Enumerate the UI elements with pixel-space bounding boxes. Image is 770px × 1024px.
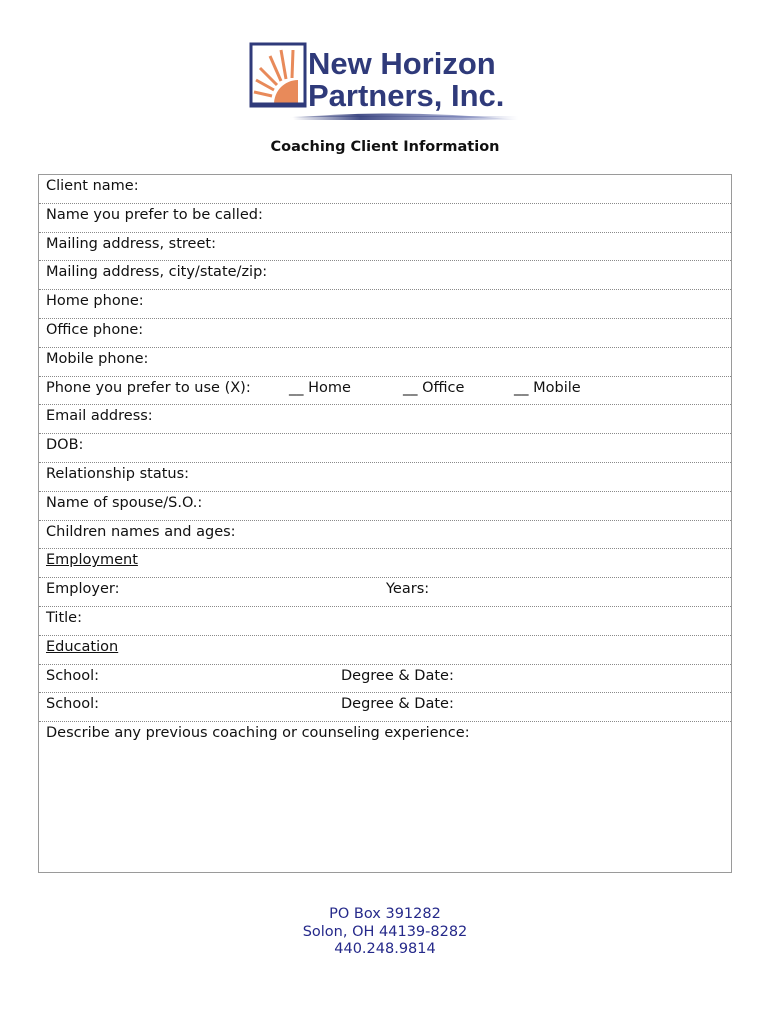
coaching-experience-label: Describe any previous coaching or counseling experience: — [46, 725, 470, 742]
relationship-row[interactable] — [39, 463, 731, 492]
email-row[interactable] — [39, 405, 731, 434]
relationship-label: Relationship status: — [46, 465, 190, 482]
home-phone-row[interactable] — [39, 290, 731, 319]
option-mobile[interactable]: __ Mobile — [514, 379, 581, 396]
footer-city: Solon, OH 44139-8282 — [302, 923, 468, 940]
employer-row[interactable] — [39, 578, 731, 607]
preferred-phone-row — [39, 377, 731, 406]
address-street-row[interactable] — [39, 233, 731, 262]
education-heading: Education — [46, 638, 119, 655]
degree-label-1: Degree & Date: — [341, 667, 454, 684]
option-home[interactable]: __ Home — [289, 379, 351, 396]
sunrise-emblem — [251, 44, 305, 106]
address-street-label: Mailing address, street: — [46, 235, 216, 252]
employer-label: Employer: — [46, 581, 120, 598]
education-heading-row — [39, 636, 731, 665]
preferred-name-label: Name you prefer to be called: — [46, 206, 263, 223]
school-label-2: School: — [46, 696, 100, 713]
employment-heading: Employment — [46, 552, 138, 569]
home-phone-label: Home phone: — [46, 293, 144, 310]
logo-underline — [293, 116, 518, 120]
footer-phone: 440.248.9814 — [334, 941, 436, 958]
job-title-row[interactable] — [39, 607, 731, 636]
email-label: Email address: — [46, 408, 153, 425]
school-row-2[interactable] — [39, 693, 731, 722]
school-label-1: School: — [46, 667, 100, 684]
job-title-label: Title: — [46, 609, 82, 626]
mobile-phone-label: Mobile phone: — [46, 350, 149, 367]
degree-label-2: Degree & Date: — [341, 696, 454, 713]
dob-row[interactable] — [39, 434, 731, 463]
form-title: Coaching Client Information — [270, 139, 500, 155]
office-phone-label: Office phone: — [46, 321, 144, 338]
spouse-row[interactable] — [39, 492, 731, 521]
logo-wordmark-line1: New Horizon — [308, 46, 496, 81]
preferred-phone-label: Phone you prefer to use (X): — [46, 379, 251, 396]
coaching-experience-field[interactable] — [39, 722, 731, 872]
school-row-1[interactable] — [39, 665, 731, 694]
company-logo — [248, 40, 538, 128]
footer-po-box: PO Box 391282 — [329, 906, 441, 922]
employment-heading-row — [39, 549, 731, 578]
footer-address — [0, 906, 770, 959]
children-label: Children names and ages: — [46, 523, 236, 540]
spouse-label: Name of spouse/S.O.: — [46, 494, 203, 511]
client-info-form — [38, 174, 732, 873]
dob-label: DOB: — [46, 437, 84, 454]
mobile-phone-row[interactable] — [39, 348, 731, 377]
client-name-label: Client name: — [46, 178, 139, 194]
client-name-row[interactable] — [39, 175, 731, 204]
logo-wordmark-line2: Partners, Inc. — [308, 78, 505, 113]
address-city-row[interactable] — [39, 261, 731, 290]
years-label: Years: — [386, 581, 430, 598]
children-row[interactable] — [39, 521, 731, 550]
preferred-name-row[interactable] — [39, 204, 731, 233]
address-city-label: Mailing address, city/state/zip: — [46, 264, 268, 281]
option-office[interactable]: __ Office — [403, 379, 465, 396]
office-phone-row[interactable] — [39, 319, 731, 348]
